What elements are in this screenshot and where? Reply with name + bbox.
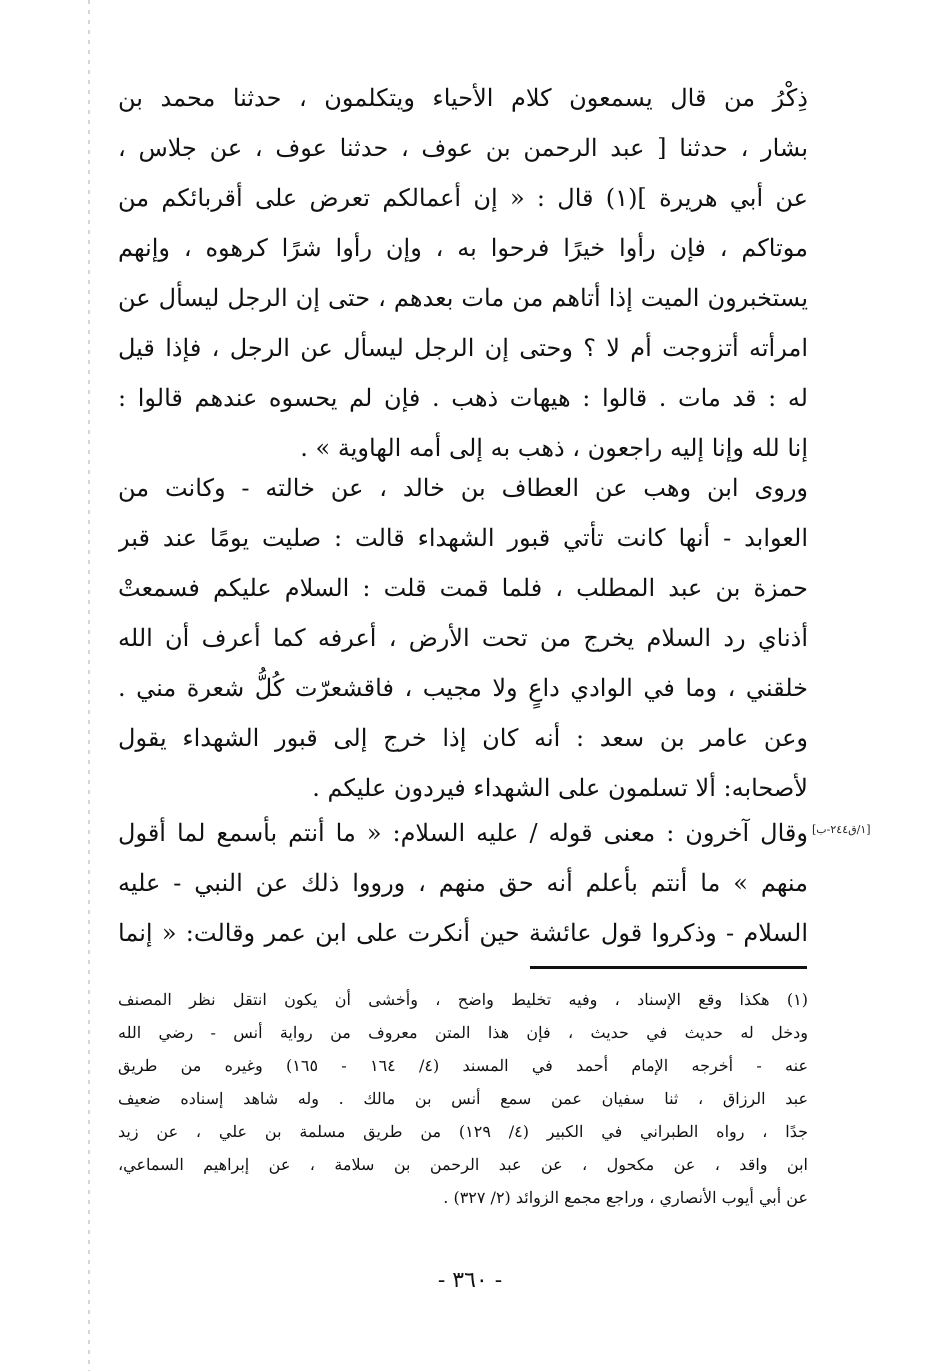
text-line: خلقني ، وما في الوادي داعٍ ولا مجيب ، فاقشعرّت كُلُّ شعرة مني . bbox=[118, 674, 808, 702]
footnote-line: عنه - أخرجه الإمام أحمد في المسند (٤/ ١٦٤ - ١٦٥) وغيره من طريق bbox=[118, 1056, 808, 1075]
manuscript-folio-note: [١/ق٢٤٤-ب] bbox=[812, 823, 871, 836]
paragraph-3 bbox=[118, 808, 808, 958]
text-line: منهم » ما أنتم بأعلم أنه حق منهم ، ورووا ذلك عن النبي - عليه bbox=[118, 869, 808, 897]
text-line: ذِكْرُ من قال يسمعون كلام الأحياء ويتكلمون ، حدثنا محمد بن bbox=[118, 84, 808, 112]
footnote-line: (١) هكذا وقع الإسناد ، وفيه تخليط واضح ، وأخشى أن يكون انتقل نظر المصنف bbox=[118, 990, 808, 1009]
text-line: موتاكم ، فإن رأوا خيرًا فرحوا به ، وإن رأوا شرًا كرهوه ، وإنهم bbox=[118, 234, 808, 262]
footnote-line: ودخل له حديث في حديث ، فإن هذا المتن معروف من رواية أنس - رضي الله bbox=[118, 1023, 808, 1042]
footnote-line: عبد الرزاق ، ثنا سفيان عمن سمع أنس بن مالك . وله شاهد إسناده ضعيف bbox=[118, 1089, 808, 1108]
text-line: لأصحابه: ألا تسلمون على الشهداء فيردون عليكم . bbox=[312, 774, 808, 802]
text-line: يستخبرون الميت إذا أتاهم من مات بعدهم ، حتى إن الرجل ليسأل عن bbox=[118, 284, 808, 312]
text-line: السلام - وذكروا قول عائشة حين أنكرت على ابن عمر وقالت: « إنما bbox=[118, 919, 808, 947]
text-line: وقال آخرون : معنى قوله / عليه السلام: « ما أنتم بأسمع لما أقول bbox=[118, 819, 808, 847]
text-line: العوابد - أنها كانت تأتي قبور الشهداء قالت : صليت يومًا عند قبر bbox=[118, 524, 808, 552]
text-line: وروى ابن وهب عن العطاف بن خالد ، عن خالته - وكانت من bbox=[118, 474, 808, 502]
text-line: إنا لله وإنا إليه راجعون ، ذهب به إلى أمه الهاوية » . bbox=[300, 434, 808, 462]
paragraph-2 bbox=[118, 463, 808, 813]
text-line: أذناي رد السلام يخرج من تحت الأرض ، أعرفه كما أعرف أن الله bbox=[118, 624, 808, 652]
footnote-line: ابن واقد ، عن مكحول ، عن عبد الرحمن بن سلامة ، عن إبراهيم السماعي، bbox=[118, 1155, 808, 1174]
text-line: بشار ، حدثنا [ عبد الرحمن بن عوف ، حدثنا عوف ، عن جلاس ، bbox=[118, 134, 808, 162]
page-number: - ٣٦٠ - bbox=[437, 1268, 503, 1293]
gutter-dots bbox=[88, 0, 90, 1371]
text-line: عن أبي هريرة ](١) قال : « إن أعمالكم تعرض على أقربائكم من bbox=[118, 184, 808, 212]
footnote-line: جدًا ، رواه الطبراني في الكبير (٤/ ١٢٩) من طريق مسلمة بن علي ، عن زيد bbox=[118, 1122, 808, 1141]
text-line: حمزة بن عبد المطلب ، فلما قمت قلت : السلام عليكم فسمعتْ bbox=[118, 574, 808, 602]
text-line: وعن عامر بن سعد : أنه كان إذا خرج إلى قبور الشهداء يقول bbox=[118, 724, 808, 752]
text-line: امرأته أتزوجت أم لا ؟ وحتى إن الرجل ليسأل عن الرجل ، فإذا قيل bbox=[118, 334, 808, 362]
footnotes bbox=[118, 983, 808, 1214]
footnote-line: عن أبي أيوب الأنصاري ، وراجع مجمع الزوائد (٢/ ٣٢٧) . bbox=[443, 1188, 808, 1207]
footnote-separator bbox=[530, 966, 807, 969]
text-line: له : قد مات . قالوا : هيهات ذهب . فإن لم يحسوه عندهم قالوا : bbox=[118, 384, 808, 412]
paragraph-1 bbox=[118, 73, 808, 473]
